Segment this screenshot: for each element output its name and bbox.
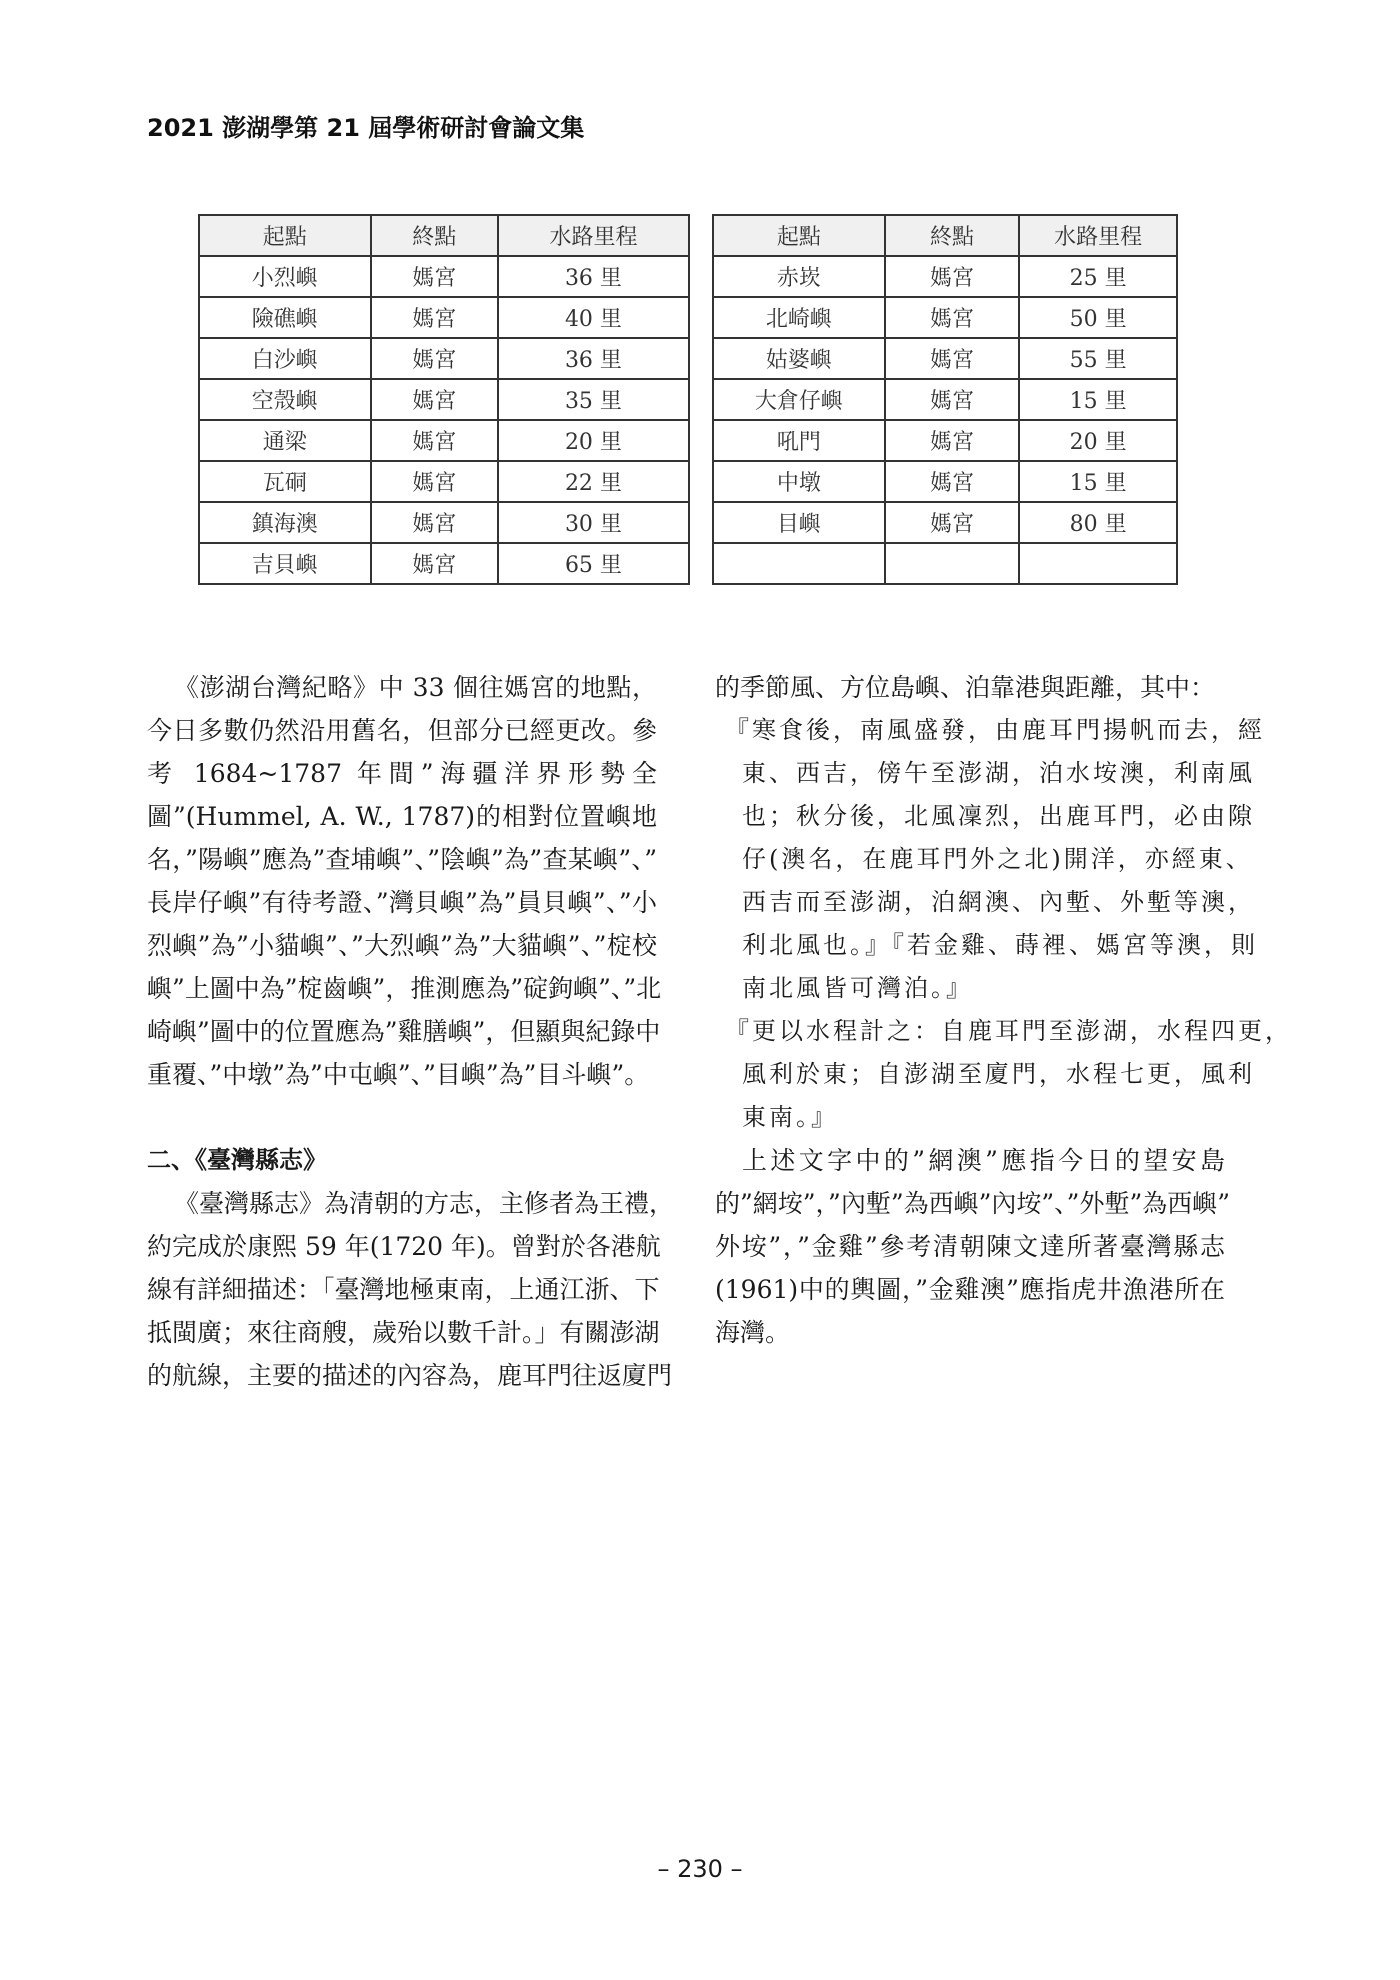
table-row [199,420,689,461]
text-line: 海灣。 [715,1318,791,1347]
cell-end [885,543,1020,584]
table-row [713,256,1177,297]
table-row [713,297,1177,338]
col-header-start: 起點 [713,215,885,256]
paragraph-taiwan-county-gazetteer [147,1182,675,1397]
cell-end: 媽宮 [885,461,1020,502]
paragraph-interpretation [715,1139,1231,1354]
text-line: 《臺灣縣志》為清朝的方志，主修者為王禮， [174,1189,675,1218]
text-line: 東、西吉，傍午至澎湖，泊水垵澳，利南風 [742,759,1255,787]
cell-start [713,543,885,584]
cell-start: 姑婆嶼 [713,338,885,379]
text-line: 利北風也。』『若金雞、蒔裡、媽宮等澳，則 [742,931,1258,959]
cell-distance: 15 里 [1019,461,1177,502]
table-row [199,338,689,379]
table-row [713,420,1177,461]
text-line: 西吉而至澎湖，泊網澳、內塹、外塹等澳， [742,888,1255,916]
cell-end: 媽宮 [371,297,498,338]
text-line: 抵閩廣；來往商艘，歲殆以數千計。」有關澎湖 [147,1318,660,1347]
text-line: 名，”陽嶼”應為”查埔嶼”、”陰嶼”為”查某嶼”、” [147,845,657,874]
cell-end: 媽宮 [371,338,498,379]
text-line: 風利於東；自澎湖至廈門，水程七更，風利 [742,1060,1255,1088]
table-row [713,543,1177,584]
cell-end: 媽宮 [885,379,1020,420]
section-heading: 二、《臺灣縣志》 [147,1146,327,1174]
text-line: 『更以水程計之：自鹿耳門至澎湖，水程四更， [725,1017,1292,1045]
table-row [199,379,689,420]
page-number: – 230 – [657,1855,743,1883]
table-row [713,502,1177,543]
table-row [713,461,1177,502]
cell-end: 媽宮 [885,297,1020,338]
cell-end: 媽宮 [885,420,1020,461]
text-line: 外垵”，”金雞”參考清朝陳文達所著臺灣縣志 [715,1232,1225,1261]
cell-end: 媽宮 [371,379,498,420]
cell-distance: 30 里 [498,502,689,543]
cell-start: 瓦硐 [199,461,371,502]
cell-distance: 36 里 [498,338,689,379]
quote-block-2 [715,1010,1292,1139]
table-row [713,379,1177,420]
text-line: 線有詳細描述：「臺灣地極東南，上通江浙、下 [147,1275,660,1304]
cell-start: 鎮海澳 [199,502,371,543]
cell-distance: 35 里 [498,379,689,420]
cell-distance: 15 里 [1019,379,1177,420]
text-line: 烈嶼”為”小貓嶼”、”大烈嶼”為”大貓嶼”、”椗校 [147,931,657,960]
cell-distance: 55 里 [1019,338,1177,379]
right-column [715,666,1292,1354]
cell-start: 吼門 [713,420,885,461]
cell-distance: 65 里 [498,543,689,584]
cell-distance: 36 里 [498,256,689,297]
cell-distance: 50 里 [1019,297,1177,338]
text-line: 的航線，主要的描述的內容為，鹿耳門往返廈門 [147,1361,673,1390]
text-line: 嶼”上圖中為”椗齒嶼”，推測應為”碇鉤嶼”、”北 [147,974,662,1003]
text-line: 東南。』 [742,1103,838,1131]
text-line: 南北風皆可灣泊。』 [742,974,973,1002]
text-line: 也；秋分後，北風凜烈，出鹿耳門，必由隙 [742,802,1255,830]
cell-start: 赤崁 [713,256,885,297]
text-line: 『寒食後，南風盛發，由鹿耳門揚帆而去，經 [725,716,1265,744]
cell-start: 目嶼 [713,502,885,543]
table-header-row [713,215,1177,256]
cell-distance: 22 里 [498,461,689,502]
col-header-end: 終點 [885,215,1020,256]
paragraph-place-names [147,666,662,1096]
text-line: 約完成於康熙 59 年(1720 年)。曾對於各港航 [147,1232,661,1261]
text-line: 長岸仔嶼”有待考證、”灣貝嶼”為”員貝嶼”、”小 [147,888,657,917]
text-line: 圖”(Hummel, A. W., 1787)的相對位置嶼地 [147,802,657,831]
text-line: 上述文字中的”網澳”應指今日的望安島 [742,1146,1225,1175]
cell-distance: 40 里 [498,297,689,338]
quote-block-1 [715,709,1265,1010]
cell-distance: 80 里 [1019,502,1177,543]
cell-start: 中墩 [713,461,885,502]
cell-start: 吉貝嶼 [199,543,371,584]
text-line: 《澎湖台灣紀略》中 33 個往媽宮的地點， [174,673,657,702]
cell-end: 媽宮 [371,461,498,502]
text-line: (1961)中的輿圖，”金雞澳”應指虎井漁港所在 [715,1275,1225,1304]
text-line: 的”網垵”，”內塹”為西嶼”內垵”、”外塹”為西嶼” [715,1189,1231,1218]
lead-line: 的季節風、方位島嶼、泊靠港與距離，其中： [715,673,1216,702]
text-line: 考 1684~1787 年間”海疆洋界形勢全 [147,759,657,788]
table-row [713,338,1177,379]
cell-start: 白沙嶼 [199,338,371,379]
table-header-row [199,215,689,256]
left-column [147,666,675,1397]
cell-start: 北崎嶼 [713,297,885,338]
table-row [199,543,689,584]
text-line: 重覆、”中墩”為”中屯嶼”、”目嶼”為”目斗嶼”。 [147,1060,650,1089]
cell-start: 大倉仔嶼 [713,379,885,420]
distance-table-left [198,214,690,585]
cell-distance: 25 里 [1019,256,1177,297]
distance-table-right [712,214,1178,585]
col-header-end: 終點 [371,215,498,256]
col-header-distance: 水路里程 [1019,215,1177,256]
text-line: 崎嶼”圖中的位置應為”雞膳嶼”，但顯與紀錄中 [147,1017,661,1046]
cell-start: 小烈嶼 [199,256,371,297]
cell-start: 險礁嶼 [199,297,371,338]
text-line: 今日多數仍然沿用舊名，但部分已經更改。參 [147,716,657,745]
cell-distance: 20 里 [1019,420,1177,461]
text-line: 仔(澳名，在鹿耳門外之北)開洋，亦經東、 [742,845,1253,873]
cell-start: 空殼嶼 [199,379,371,420]
table-row [199,256,689,297]
cell-end: 媽宮 [885,338,1020,379]
col-header-distance: 水路里程 [498,215,689,256]
running-head: 2021 澎湖學第 21 屆學術研討會論文集 [147,114,585,142]
table-row [199,502,689,543]
cell-end: 媽宮 [885,256,1020,297]
table-row [199,297,689,338]
cell-end: 媽宮 [885,502,1020,543]
cell-end: 媽宮 [371,543,498,584]
cell-end: 媽宮 [371,256,498,297]
cell-end: 媽宮 [371,420,498,461]
col-header-start: 起點 [199,215,371,256]
cell-start: 通梁 [199,420,371,461]
table-row [199,461,689,502]
cell-distance: 20 里 [498,420,689,461]
cell-end: 媽宮 [371,502,498,543]
cell-distance [1019,543,1177,584]
